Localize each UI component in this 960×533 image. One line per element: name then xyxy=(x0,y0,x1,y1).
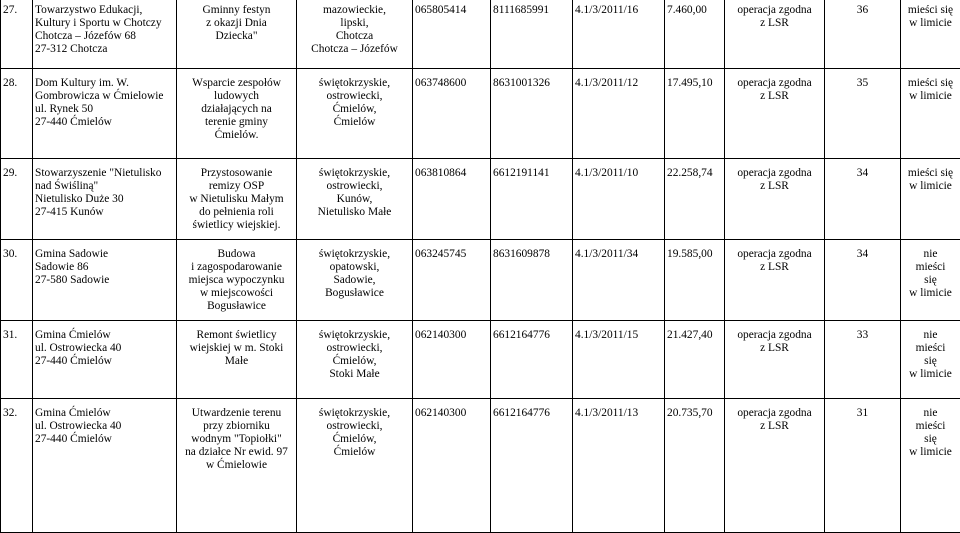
cell-regon-text: 063748600 xyxy=(415,77,466,89)
cell-limit-line: mieści się xyxy=(903,77,958,90)
cell-limit-line: w limicie xyxy=(903,180,958,193)
cell-title xyxy=(177,158,297,239)
cell-beneficiary xyxy=(33,398,177,532)
cell-title-line: świetlicy wiejskiej. xyxy=(179,219,294,232)
cell-amount xyxy=(665,398,725,532)
cell-title-line: wodnym "Topiołki" xyxy=(179,433,294,446)
cell-beneficiary xyxy=(33,320,177,398)
cell-limit xyxy=(901,158,960,239)
cell-beneficiary-line: ul. Ostrowiecka 40 xyxy=(35,420,174,433)
cell-regon xyxy=(413,68,491,158)
cell-beneficiary xyxy=(33,158,177,239)
cell-amount xyxy=(665,239,725,320)
cell-location-line: świętokrzyskie, xyxy=(299,407,410,420)
cell-amount-text: 20.735,70 xyxy=(667,407,713,419)
cell-beneficiary-line: 27-440 Ćmielów xyxy=(35,433,174,446)
cell-lp-text: 31. xyxy=(3,329,17,341)
cell-nip-text: 6612191141 xyxy=(493,167,550,179)
cell-location-line: ostrowiecki, xyxy=(299,342,410,355)
cell-nip xyxy=(491,398,573,532)
cell-limit-line: się xyxy=(903,274,958,287)
cell-title xyxy=(177,0,297,68)
cell-title xyxy=(177,398,297,532)
table-body xyxy=(1,0,960,532)
cell-nip-text: 6612164776 xyxy=(493,329,550,341)
cell-result xyxy=(725,158,825,239)
cell-beneficiary-line: ul. Ostrowiecka 40 xyxy=(35,342,174,355)
table-row xyxy=(1,320,960,398)
cell-title-line: w Nietulisku Małym xyxy=(179,193,294,206)
cell-result-line: z LSR xyxy=(727,261,822,274)
cell-location-line: opatowski, xyxy=(299,261,410,274)
cell-limit-line: w limicie xyxy=(903,368,958,381)
cell-result-line: operacja zgodna xyxy=(727,4,822,17)
cell-title-line: Małe xyxy=(179,355,294,368)
cell-limit-line: się xyxy=(903,433,958,446)
cell-beneficiary-line: Sadowie 86 xyxy=(35,261,174,274)
cell-beneficiary-line: Chotcza – Józefów 68 xyxy=(35,30,174,43)
cell-lp xyxy=(1,158,33,239)
cell-title-line: w miejscowości xyxy=(179,287,294,300)
cell-beneficiary-line: 27-415 Kunów xyxy=(35,206,174,219)
cell-amount xyxy=(665,320,725,398)
cell-application-number-text: 4.1/3/2011/16 xyxy=(575,4,638,16)
cell-nip xyxy=(491,0,573,68)
cell-location-line: świętokrzyskie, xyxy=(299,248,410,261)
cell-beneficiary xyxy=(33,239,177,320)
cell-nip xyxy=(491,158,573,239)
cell-lp xyxy=(1,320,33,398)
cell-points-text: 34 xyxy=(857,248,868,260)
cell-title xyxy=(177,239,297,320)
cell-regon-text: 065805414 xyxy=(415,4,466,16)
cell-result-line: operacja zgodna xyxy=(727,77,822,90)
cell-limit-line: mieści xyxy=(903,420,958,433)
cell-regon-text: 063245745 xyxy=(415,248,466,260)
cell-result-line: operacja zgodna xyxy=(727,167,822,180)
cell-lp xyxy=(1,68,33,158)
cell-beneficiary-line: 27-440 Ćmielów xyxy=(35,116,174,129)
cell-application-number xyxy=(573,320,665,398)
cell-points xyxy=(825,0,901,68)
cell-title-line: Budowa xyxy=(179,248,294,261)
cell-beneficiary-line: 27-440 Ćmielów xyxy=(35,355,174,368)
cell-nip xyxy=(491,239,573,320)
cell-points-text: 36 xyxy=(857,4,868,16)
cell-beneficiary-line: Gombrowicza w Ćmielowie xyxy=(35,90,174,103)
table-row xyxy=(1,68,960,158)
cell-location-line: ostrowiecki, xyxy=(299,420,410,433)
cell-limit-line: mieści się xyxy=(903,4,958,17)
cell-result xyxy=(725,0,825,68)
cell-result xyxy=(725,398,825,532)
cell-location-line: Ćmielów xyxy=(299,116,410,129)
cell-location-line: Ćmielów xyxy=(299,446,410,459)
cell-location-line: Ćmielów, xyxy=(299,103,410,116)
cell-title-line: ludowych xyxy=(179,90,294,103)
cell-title-line: wiejskiej w m. Stoki xyxy=(179,342,294,355)
cell-application-number-text: 4.1/3/2011/15 xyxy=(575,329,638,341)
cell-title xyxy=(177,68,297,158)
cell-limit-line: w limicie xyxy=(903,287,958,300)
cell-regon-text: 063810864 xyxy=(415,167,466,179)
cell-regon xyxy=(413,239,491,320)
cell-limit-line: mieści się xyxy=(903,167,958,180)
cell-beneficiary xyxy=(33,68,177,158)
cell-regon-text: 062140300 xyxy=(415,407,466,419)
cell-amount-text: 17.495,10 xyxy=(667,77,713,89)
cell-beneficiary-line: ul. Rynek 50 xyxy=(35,103,174,116)
cell-result-line: operacja zgodna xyxy=(727,248,822,261)
cell-beneficiary-line: nad Świśliną" xyxy=(35,180,174,193)
cell-title-line: Remont świetlicy xyxy=(179,329,294,342)
cell-regon xyxy=(413,320,491,398)
cell-title-line: działających na xyxy=(179,103,294,116)
cell-points xyxy=(825,320,901,398)
cell-points-text: 33 xyxy=(857,329,868,341)
cell-application-number-text: 4.1/3/2011/34 xyxy=(575,248,638,260)
cell-result-line: z LSR xyxy=(727,180,822,193)
cell-lp-text: 27. xyxy=(3,4,17,16)
cell-title xyxy=(177,320,297,398)
cell-beneficiary-line: Kultury i Sportu w Chotczy xyxy=(35,17,174,30)
cell-application-number xyxy=(573,239,665,320)
cell-location xyxy=(297,0,413,68)
cell-location-line: ostrowiecki, xyxy=(299,180,410,193)
cell-location-line: świętokrzyskie, xyxy=(299,167,410,180)
cell-result-line: operacja zgodna xyxy=(727,329,822,342)
cell-result xyxy=(725,239,825,320)
cell-beneficiary-line: 27-312 Chotcza xyxy=(35,43,174,56)
cell-limit-line: mieści xyxy=(903,342,958,355)
table-row xyxy=(1,239,960,320)
cell-points xyxy=(825,158,901,239)
cell-beneficiary-line: Stowarzyszenie "Nietulisko xyxy=(35,167,174,180)
cell-points-text: 35 xyxy=(857,77,868,89)
cell-nip-text: 6612164776 xyxy=(493,407,550,419)
cell-title-line: Przystosowanie xyxy=(179,167,294,180)
cell-amount xyxy=(665,158,725,239)
cell-title-line: z okazji Dnia xyxy=(179,17,294,30)
cell-title-line: Ćmielów. xyxy=(179,129,294,142)
cell-points-text: 31 xyxy=(857,407,868,419)
cell-title-line: Utwardzenie terenu xyxy=(179,407,294,420)
cell-title-line: na działce Nr ewid. 97 xyxy=(179,446,294,459)
cell-title-line: Dziecka" xyxy=(179,30,294,43)
cell-title-line: do pełnienia roli xyxy=(179,206,294,219)
cell-location xyxy=(297,68,413,158)
table-row xyxy=(1,158,960,239)
cell-amount xyxy=(665,68,725,158)
cell-limit xyxy=(901,239,960,320)
cell-title-line: terenie gminy xyxy=(179,116,294,129)
cell-lp xyxy=(1,0,33,68)
cell-limit xyxy=(901,68,960,158)
cell-location-line: mazowieckie, xyxy=(299,4,410,17)
cell-title-line: i zagospodarowanie xyxy=(179,261,294,274)
cell-result-line: z LSR xyxy=(727,90,822,103)
cell-regon xyxy=(413,158,491,239)
cell-amount xyxy=(665,0,725,68)
cell-regon xyxy=(413,398,491,532)
cell-location-line: Kunów, xyxy=(299,193,410,206)
cell-application-number xyxy=(573,0,665,68)
cell-title-line: przy zbiorniku xyxy=(179,420,294,433)
cell-title-line: w Ćmielowie xyxy=(179,459,294,472)
table-row xyxy=(1,0,960,68)
cell-lp-text: 32. xyxy=(3,407,17,419)
cell-limit-line: w limicie xyxy=(903,446,958,459)
cell-nip xyxy=(491,320,573,398)
cell-regon-text: 062140300 xyxy=(415,329,466,341)
cell-beneficiary-line: Gmina Ćmielów xyxy=(35,329,174,342)
cell-limit-line: w limicie xyxy=(903,17,958,30)
cell-beneficiary-line: Towarzystwo Edukacji, xyxy=(35,4,174,17)
cell-nip-text: 8631609878 xyxy=(493,248,550,260)
cell-beneficiary-line: Gmina Sadowie xyxy=(35,248,174,261)
cell-beneficiary-line: 27-580 Sadowie xyxy=(35,274,174,287)
cell-application-number xyxy=(573,68,665,158)
cell-title-line: Gminny festyn xyxy=(179,4,294,17)
cell-limit-line: nie xyxy=(903,329,958,342)
cell-nip-text: 8111685991 xyxy=(493,4,549,16)
cell-title-line: miejsca wypoczynku xyxy=(179,274,294,287)
cell-location-line: świętokrzyskie, xyxy=(299,77,410,90)
cell-points xyxy=(825,239,901,320)
cell-points xyxy=(825,398,901,532)
cell-location xyxy=(297,239,413,320)
cell-amount-text: 19.585,00 xyxy=(667,248,713,260)
cell-lp-text: 28. xyxy=(3,77,17,89)
cell-result-line: z LSR xyxy=(727,342,822,355)
cell-location-line: Stoki Małe xyxy=(299,368,410,381)
cell-location-line: Chotcza xyxy=(299,30,410,43)
cell-regon xyxy=(413,0,491,68)
cell-limit-line: się xyxy=(903,355,958,368)
cell-limit-line: nie xyxy=(903,407,958,420)
cell-amount-text: 21.427,40 xyxy=(667,329,713,341)
cell-points xyxy=(825,68,901,158)
cell-application-number xyxy=(573,158,665,239)
cell-application-number xyxy=(573,398,665,532)
cell-application-number-text: 4.1/3/2011/12 xyxy=(575,77,638,89)
cell-location-line: Ćmielów, xyxy=(299,433,410,446)
cell-application-number-text: 4.1/3/2011/13 xyxy=(575,407,638,419)
cell-location-line: Nietulisko Małe xyxy=(299,206,410,219)
cell-beneficiary xyxy=(33,0,177,68)
cell-application-number-text: 4.1/3/2011/10 xyxy=(575,167,638,179)
cell-lp-text: 29. xyxy=(3,167,17,179)
cell-result-line: z LSR xyxy=(727,17,822,30)
cell-limit-line: nie xyxy=(903,248,958,261)
cell-lp xyxy=(1,398,33,532)
cell-location-line: ostrowiecki, xyxy=(299,90,410,103)
cell-title-line: Bogusławice xyxy=(179,300,294,313)
cell-location-line: lipski, xyxy=(299,17,410,30)
cell-points-text: 34 xyxy=(857,167,868,179)
cell-limit xyxy=(901,0,960,68)
cell-amount-text: 22.258,74 xyxy=(667,167,713,179)
table-row xyxy=(1,398,960,532)
cell-result xyxy=(725,320,825,398)
cell-location xyxy=(297,398,413,532)
cell-location-line: Ćmielów, xyxy=(299,355,410,368)
cell-amount-text: 7.460,00 xyxy=(667,4,707,16)
cell-nip xyxy=(491,68,573,158)
cell-location xyxy=(297,158,413,239)
cell-beneficiary-line: Dom Kultury im. W. xyxy=(35,77,174,90)
cell-location xyxy=(297,320,413,398)
cell-beneficiary-line: Gmina Ćmielów xyxy=(35,407,174,420)
cell-limit-line: w limicie xyxy=(903,90,958,103)
cell-result-line: z LSR xyxy=(727,420,822,433)
cell-limit xyxy=(901,398,960,532)
cell-limit-line: mieści xyxy=(903,261,958,274)
cell-location-line: Sadowie, xyxy=(299,274,410,287)
cell-nip-text: 8631001326 xyxy=(493,77,550,89)
cell-beneficiary-line: Nietulisko Duże 30 xyxy=(35,193,174,206)
cell-title-line: remizy OSP xyxy=(179,180,294,193)
cell-result-line: operacja zgodna xyxy=(727,407,822,420)
cell-location-line: Bogusławice xyxy=(299,287,410,300)
cell-lp xyxy=(1,239,33,320)
cell-result xyxy=(725,68,825,158)
cell-location-line: Chotcza – Józefów xyxy=(299,43,410,56)
cell-limit xyxy=(901,320,960,398)
cell-title-line: Wsparcie zespołów xyxy=(179,77,294,90)
cell-lp-text: 30. xyxy=(3,248,17,260)
cell-location-line: świętokrzyskie, xyxy=(299,329,410,342)
